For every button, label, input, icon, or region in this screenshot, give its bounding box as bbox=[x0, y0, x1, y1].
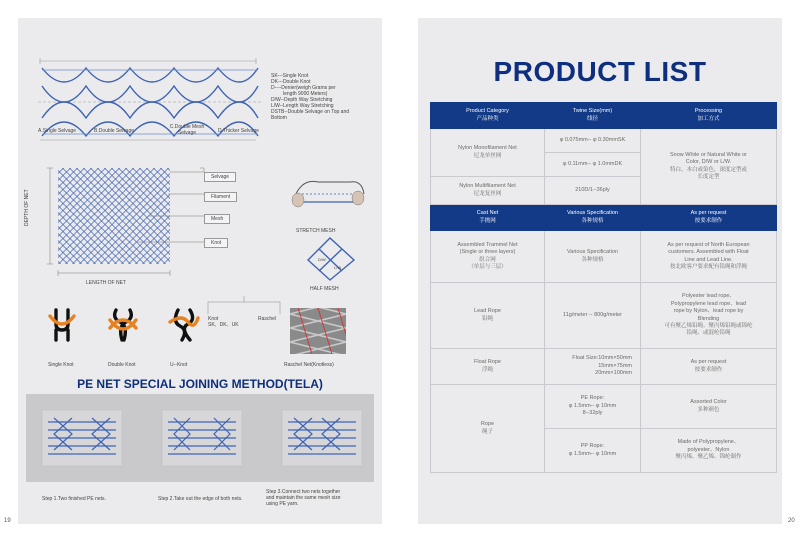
left-page bbox=[18, 18, 382, 524]
cell-trammel-size: Various Specification 各种规格 bbox=[545, 231, 641, 283]
legend-line: Bottom bbox=[271, 115, 287, 121]
joining-method-title: PE NET SPECIAL JOINING METHOD(TELA) bbox=[77, 377, 323, 391]
header-cell: Twine Size(mm) 线径 bbox=[545, 103, 641, 129]
half-mesh-dw-label: D/W bbox=[318, 257, 326, 262]
cell-nylon-processing: Snow White or Natural White or Color, D/W or L/W. 特白、本白或染色，深度定型或 长度定型 bbox=[641, 129, 777, 205]
selvage-label-d: D.Thicker Selvage bbox=[218, 128, 259, 134]
cell-pp-rope: PP Rope: φ 1.5mm-- φ 10mm bbox=[545, 429, 641, 473]
product-list-title: PRODUCT LIST bbox=[493, 56, 707, 87]
cell-pe-rope: PE Rope: φ 1.5mm-- φ 10mm 8--32ply bbox=[545, 385, 641, 429]
cell-float-processing: As per request 按要求制作 bbox=[641, 349, 777, 385]
selvage-tag: Selvage bbox=[204, 172, 236, 182]
knot-tag: Knot bbox=[204, 238, 228, 248]
single-knot-label: Single Knot bbox=[48, 362, 74, 368]
cell-mono-size-2: φ 0.11mm-- φ 1.0mmDK bbox=[545, 153, 641, 177]
depth-of-net-label: DEPTH OF NET bbox=[24, 189, 30, 226]
header-cell: Processing 加工方式 bbox=[641, 103, 777, 129]
joining-steps-illustration bbox=[26, 394, 374, 482]
selvage-label-c: C.Double Mesh Selvage bbox=[169, 124, 205, 136]
legend-line: DK---Double Knot bbox=[271, 79, 311, 85]
raschel-net-label: Raschel Net(Knotless) bbox=[284, 362, 334, 368]
abbreviation-legend bbox=[271, 73, 379, 121]
half-mesh-illustration bbox=[306, 236, 356, 282]
table-row bbox=[431, 283, 777, 349]
cell-float-size: Float Size:10mm×50mm 15mm×75mm 20mm×100mm bbox=[545, 349, 641, 385]
header-cell: Product Category 产品种类 bbox=[431, 103, 545, 129]
cell-float-rope: Float Rope 浮绳 bbox=[431, 349, 545, 385]
cell-lead-processing: Polyester lead rope、 Polypropylene lead rope、lead rope by Nylon、lead rope by Blending 可有聚乙烯铅绳、聚丙烯铅绳或锦纶 铅绳、或混纶铅绳 bbox=[641, 283, 777, 349]
cell-mono-size-1: φ 0.075mm-- φ 0.30mmSK bbox=[545, 129, 641, 153]
cell-pe-processing: Assorted Color 多种颜色 bbox=[641, 385, 777, 429]
selvage-label-a: A.Single Selvage bbox=[38, 128, 77, 134]
step-3-caption: Step 3.Connect two nets together and maintain the same mesh size using PE yarn. bbox=[266, 489, 341, 507]
cell-multi-size: 210D/1--36ply bbox=[545, 177, 641, 205]
cell-lead-rope: Lead Rope 铅绳 bbox=[431, 283, 545, 349]
u-knot-label: U--Knot bbox=[170, 362, 188, 368]
double-knot-label: Double Knot bbox=[108, 362, 136, 368]
cell-trammel: Assembled Trammel Net (Single or three layers) 组合网 （单层与三层） bbox=[431, 231, 545, 283]
header-cell: As per request 按要求制作 bbox=[641, 205, 777, 231]
table-row bbox=[431, 231, 777, 283]
mesh-tag: Mesh bbox=[204, 214, 230, 224]
table-header-row bbox=[431, 205, 777, 231]
right-page-number: 20 bbox=[788, 518, 795, 524]
selvage-label-b: B.Double Selvage bbox=[94, 128, 135, 134]
cell-nylon-multi: Nylon Multifilament Net 尼龙复丝网 bbox=[431, 177, 545, 205]
header-cell: Cast Net 手抛网 bbox=[431, 205, 545, 231]
raschel-label: Raschel bbox=[258, 316, 277, 322]
right-page bbox=[418, 18, 782, 524]
table-row bbox=[431, 349, 777, 385]
legend-line: L/W--Length Way Stretching bbox=[271, 103, 334, 109]
cell-lead-size: 11g/meter -- 800g/meter bbox=[545, 283, 641, 349]
bracket-lines bbox=[204, 296, 284, 316]
step-2-caption: Step 2.Take out the edge of both nets. bbox=[158, 496, 243, 502]
legend-line: SK---Single Knot bbox=[271, 73, 309, 79]
legend-line: length 9000 Meters) bbox=[283, 91, 328, 97]
table-header-row bbox=[431, 103, 777, 129]
half-mesh-label: HALF MESH bbox=[310, 286, 339, 292]
table-row bbox=[431, 129, 777, 153]
knot-types-label: Knot SK、DK、UK bbox=[208, 316, 239, 328]
legend-line: DSTB--Double Selvage on Top and bbox=[271, 109, 350, 115]
cell-pp-processing: Made of Polypropylene、 polyester、Nylon 聚丙烯、聚乙烯、锦纶制作 bbox=[641, 429, 777, 473]
step-1-caption: Step 1.Two finished PE nets. bbox=[42, 496, 106, 502]
table-row bbox=[431, 385, 777, 429]
cell-nylon-mono: Nylon Monofilament Net 尼龙单丝网 bbox=[431, 129, 545, 177]
legend-line: D/W--Depth Way Stretching bbox=[271, 97, 333, 103]
product-table bbox=[430, 102, 777, 473]
raschel-net-image bbox=[290, 308, 346, 354]
single-knot-icon bbox=[48, 308, 76, 342]
cell-trammel-processing: As per request of North European customers. Assembled with Float Line and Lead Line. 按北欧客户要求配有铅绳和浮绳 bbox=[641, 231, 777, 283]
stretch-mesh-illustration bbox=[288, 168, 368, 214]
length-of-net-label: LENGTH OF NET bbox=[86, 280, 127, 286]
filament-tag: Filament bbox=[204, 192, 237, 202]
stretch-mesh-label: STRETCH MESH bbox=[296, 228, 336, 234]
half-mesh-lw-label: L/W bbox=[334, 265, 342, 270]
u-knot-icon bbox=[168, 308, 200, 342]
legend-line: D----Denier(weigh Grams per bbox=[271, 85, 336, 91]
header-cell: Various Specification 各种规格 bbox=[545, 205, 641, 231]
cell-rope: Rope 绳子 bbox=[431, 385, 545, 473]
double-knot-icon bbox=[108, 308, 138, 342]
left-page-number: 19 bbox=[4, 518, 11, 524]
